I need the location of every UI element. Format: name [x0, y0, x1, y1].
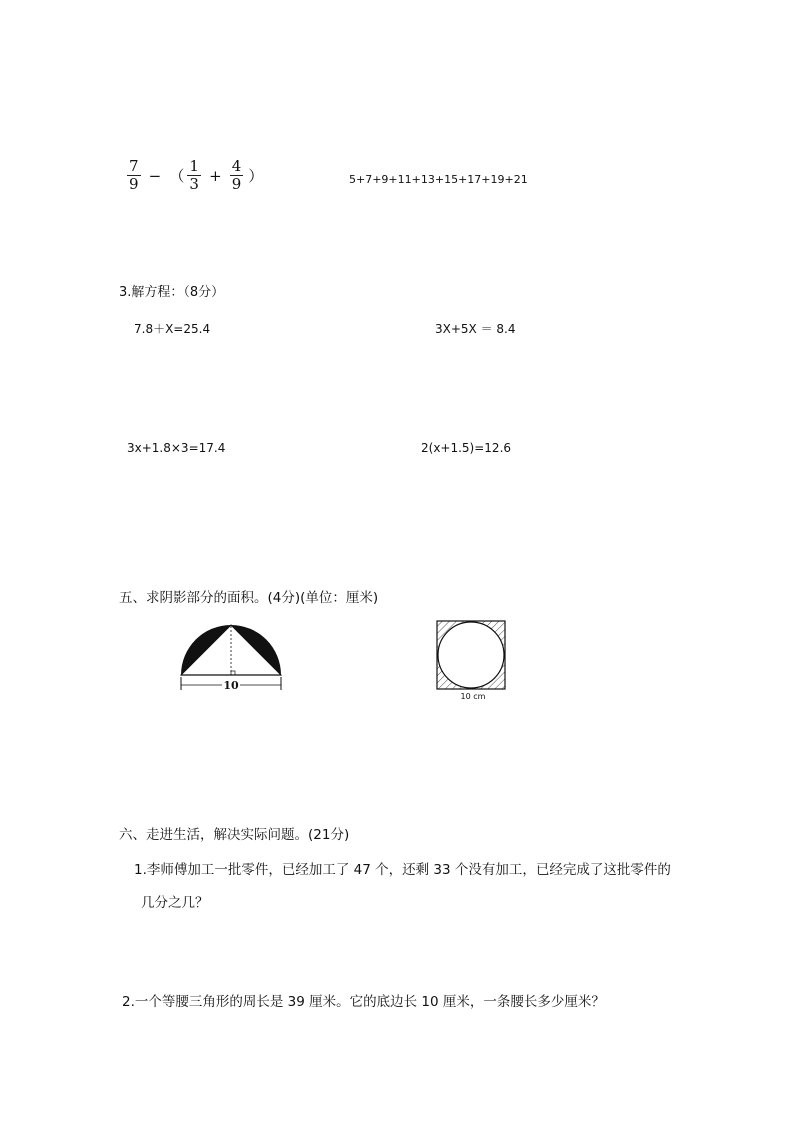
- fraction-4-9: [230, 158, 244, 193]
- fig1-label: 10: [223, 679, 239, 692]
- fig2-label: 10 cm: [460, 692, 486, 701]
- equation-2: 3X+5X ＝ 8.4: [435, 322, 516, 336]
- sum-expression: 5+7+9+11+13+15+17+19+21: [349, 173, 528, 186]
- denominator: 9: [231, 175, 242, 193]
- plus-sign: +: [209, 166, 222, 185]
- equation-4: 2(x+1.5)=12.6: [421, 441, 512, 455]
- section3-title: 3.解方程：（8分）: [119, 285, 225, 300]
- numerator: 7: [129, 157, 139, 175]
- numerator: 1: [189, 157, 199, 175]
- semicircle-figure: [172, 622, 292, 694]
- inscribed-circle: [438, 622, 504, 688]
- section5-title: 五、求阴影部分的面积。(4分)(单位：厘米): [119, 590, 379, 606]
- question-1-line-2: 几分之几？: [141, 895, 209, 911]
- equation-1: 7.8＋X=25.4: [134, 322, 211, 336]
- left-paren: （: [169, 167, 185, 185]
- fraction-expression: [127, 158, 266, 193]
- equation-3: 3x+1.8×3=17.4: [127, 441, 226, 455]
- circle-in-square-figure: [432, 617, 512, 703]
- section6-title: 六、走进生活，解决实际问题。(21分): [119, 827, 350, 843]
- fraction-1-3: [187, 158, 201, 193]
- right-paren: ）: [248, 167, 264, 185]
- minus-sign: −: [148, 166, 162, 185]
- question-2: 2.一个等腰三角形的周长是 39 厘米。它的底边长 10 厘米，一条腰长多少厘米？: [122, 994, 605, 1010]
- fraction-7-9: [127, 158, 141, 193]
- question-1-line-1: 1.李师傅加工一批零件，已经加工了 47 个，还剩 33 个没有加工，已经完成了这批零件的: [134, 862, 671, 878]
- denominator: 3: [189, 175, 199, 193]
- numerator: 4: [231, 157, 242, 175]
- denominator: 9: [129, 175, 139, 193]
